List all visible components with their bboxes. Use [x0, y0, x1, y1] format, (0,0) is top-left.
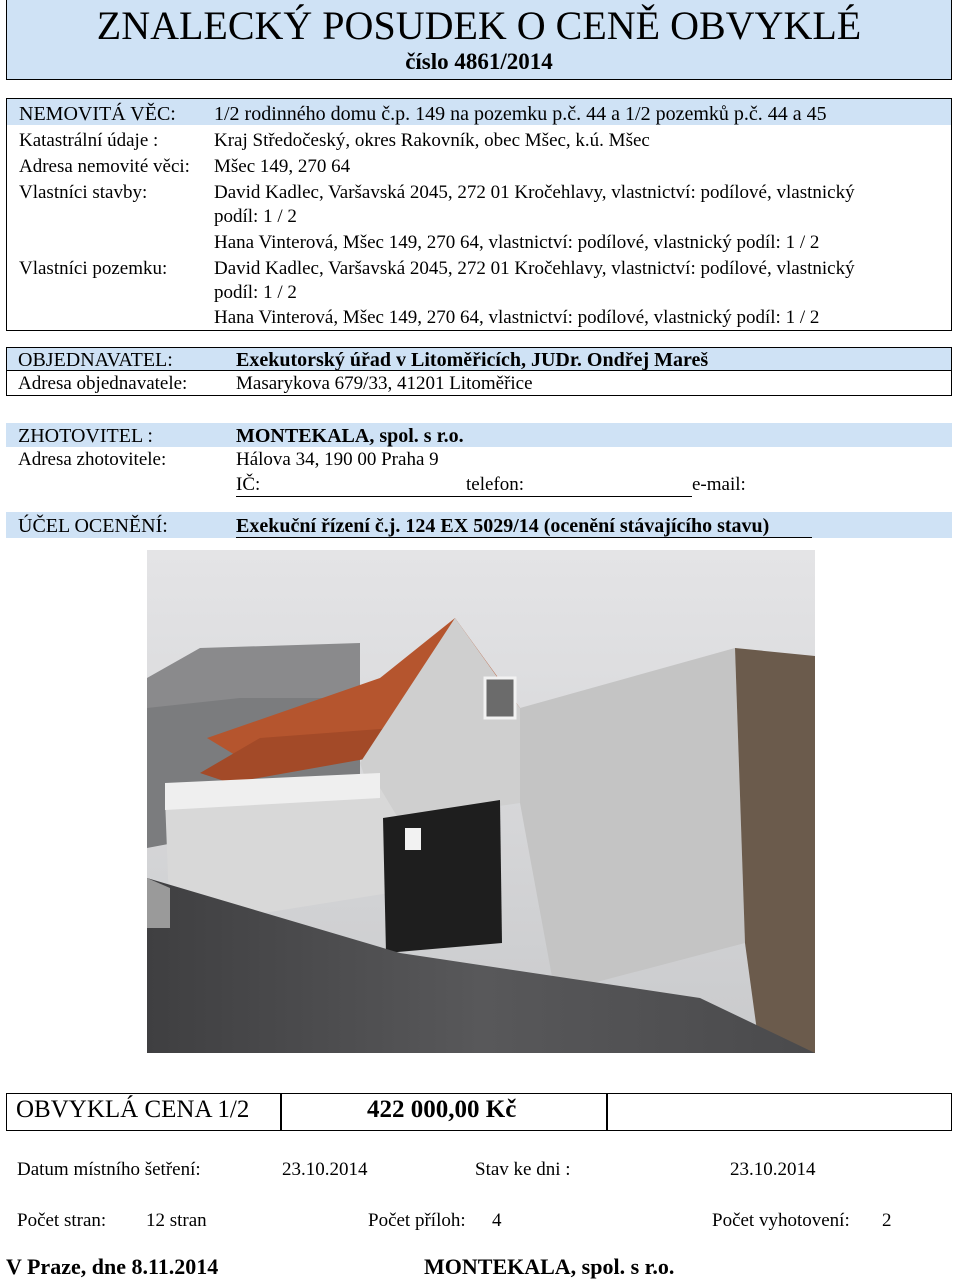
inspection-date-label: Datum místního šetření: [17, 1159, 201, 1180]
footer-company: MONTEKALA, spol. s r.o. [424, 1254, 675, 1279]
cadastral-label: Katastrální údaje : [19, 130, 159, 151]
ic-label: IČ: [236, 474, 261, 495]
state-date-value: 23.10.2014 [730, 1159, 816, 1180]
client-address-label: Adresa objednavatele: [18, 373, 188, 394]
building-owners-label: Vlastníci stavby: [19, 182, 148, 203]
document-title: ZNALECKÝ POSUDEK O CENĚ OBVYKLÉ [96, 3, 862, 48]
cadastral-value: Kraj Středočeský, okres Rakovník, obec Mšec, k.ú. Mšec [214, 130, 650, 151]
address-label: Adresa nemovité věci: [19, 156, 190, 177]
contractor-label: ZHOTOVITEL : [18, 425, 153, 447]
land-owner-1-line-1: David Kadlec, Varšavská 2045, 272 01 Kročehlavy, vlastnictví: podílové, vlastnický [214, 258, 855, 279]
copies-label: Počet vyhotovení: [712, 1210, 850, 1231]
inspection-date-value: 23.10.2014 [282, 1159, 368, 1180]
price-label: OBVYKLÁ CENA 1/2 [16, 1096, 250, 1123]
property-photo-frame [0, 548, 960, 1053]
building-owner-1-line-1: David Kadlec, Varšavská 2045, 272 01 Kročehlavy, vlastnictví: podílové, vlastnický [214, 182, 855, 203]
price-row [6, 1093, 952, 1131]
client-value: Exekutorský úřad v Litoměřicích, JUDr. Ondřej Mareš [236, 349, 709, 371]
land-owner-2: Hana Vinterová, Mšec 149, 270 64, vlastnictví: podílové, vlastnický podíl: 1 / 2 [214, 307, 820, 328]
property-value: 1/2 rodinného domu č.p. 149 na pozemku p.č. 44 a 1/2 pozemků p.č. 44 a 45 [214, 103, 827, 125]
pages-label: Počet stran: [17, 1210, 107, 1231]
address-value: Mšec 149, 270 64 [214, 156, 351, 177]
document-number: číslo 4861/2014 [405, 49, 553, 74]
contractor-value: MONTEKALA, spol. s r.o. [236, 425, 464, 447]
contact-underline [236, 496, 692, 497]
state-date-label: Stav ke dni : [475, 1159, 571, 1180]
purpose-value: Exekuční řízení č.j. 124 EX 5029/14 (ocenění stávajícího stavu) [236, 515, 770, 537]
property-label: NEMOVITÁ VĚC: [19, 103, 176, 125]
contractor-address-value: Hálova 34, 190 00 Praha 9 [236, 449, 439, 470]
pages-value: 12 stran [146, 1210, 207, 1231]
copies-value: 2 [882, 1210, 892, 1231]
property-section [6, 98, 952, 331]
place-date: V Praze, dne 8.11.2014 [6, 1254, 219, 1279]
attachments-label: Počet příloh: [368, 1210, 466, 1231]
land-owner-1-line-2: podíl: 1 / 2 [214, 282, 297, 303]
house-photo [0, 548, 960, 1053]
contractor-address-label: Adresa zhotovitele: [18, 449, 167, 470]
building-owner-1-line-2: podíl: 1 / 2 [214, 206, 297, 227]
attachments-value: 4 [492, 1210, 502, 1231]
price-value: 422 000,00 Kč [367, 1096, 517, 1123]
price-empty-cell [607, 1093, 952, 1131]
land-owners-label: Vlastníci pozemku: [19, 258, 168, 279]
purpose-label: ÚČEL OCENĚNÍ: [18, 515, 168, 537]
title-block [6, 0, 952, 80]
client-label: OBJEDNAVATEL: [18, 349, 173, 371]
phone-label: telefon: [466, 474, 525, 495]
purpose-underline [236, 537, 812, 538]
client-address-value: Masarykova 679/33, 41201 Litoměřice [236, 373, 533, 394]
building-owner-2: Hana Vinterová, Mšec 149, 270 64, vlastnictví: podílové, vlastnický podíl: 1 / 2 [214, 232, 820, 253]
email-label: e-mail: [692, 474, 746, 495]
